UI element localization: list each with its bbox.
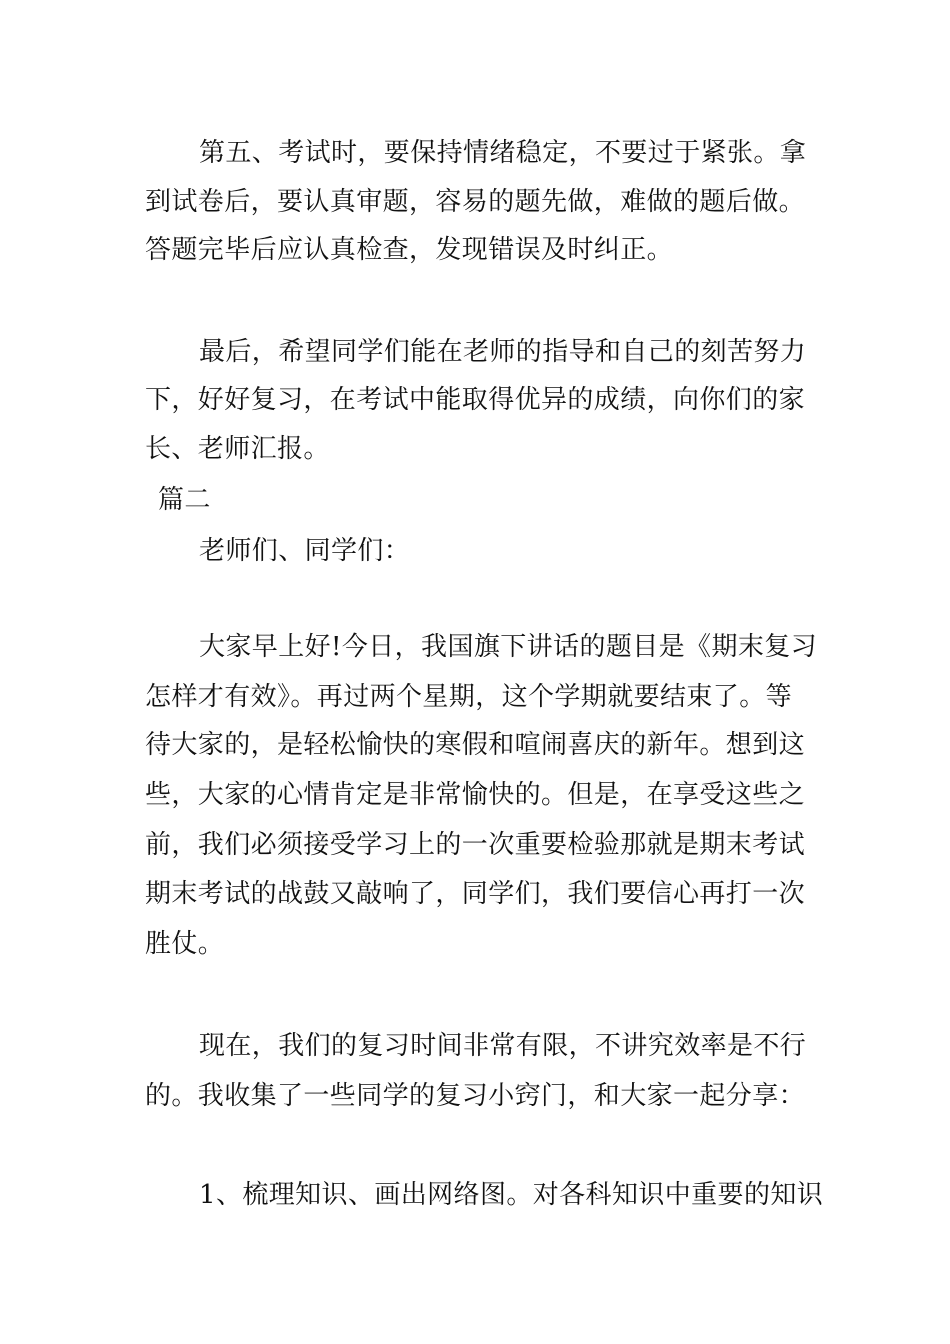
paragraph-line: 些，大家的心情肯定是非常愉快的。但是，在享受这些之: [145, 780, 806, 810]
paragraph-line: 胜仗。: [145, 929, 225, 959]
paragraph-line: 怎样才有效》。再过两个星期，这个学期就要结束了。等: [145, 682, 793, 712]
paragraph-line: 第五、考试时，要保持情绪稳定，不要过于紧张。拿: [199, 138, 807, 168]
paragraph-line: 大家早上好!今日，我国旗下讲话的题目是《期末复习: [199, 632, 818, 662]
paragraph-line: 前，我们必须接受学习上的一次重要检验那就是期末考试: [145, 830, 806, 860]
paragraph-line: 答题完毕后应认真检查，发现错误及时纠正。: [145, 235, 674, 265]
paragraph-line: 长、老师汇报。: [145, 434, 330, 464]
section-heading: 篇二: [158, 485, 211, 515]
paragraph-line: 下，好好复习，在考试中能取得优异的成绩，向你们的家: [145, 385, 806, 415]
paragraph-line: 的。我收集了一些同学的复习小窍门，和大家一起分享：: [145, 1081, 806, 1111]
paragraph-line: 到试卷后，要认真审题，容易的题先做，难做的题后做。: [145, 187, 806, 217]
paragraph-line: 待大家的，是轻松愉快的寒假和喧闹喜庆的新年。想到这: [145, 730, 806, 760]
paragraph-line: 现在，我们的复习时间非常有限，不讲究效率是不行: [199, 1031, 807, 1061]
paragraph-line: 期末考试的战鼓又敲响了，同学们，我们要信心再打一次: [145, 879, 806, 909]
paragraph-line: 最后，希望同学们能在老师的指导和自己的刻苦努力: [199, 337, 807, 367]
paragraph-line: 1、梳理知识、画出网络图。对各科知识中重要的知识: [199, 1180, 824, 1210]
salutation: 老师们、同学们：: [199, 536, 411, 566]
